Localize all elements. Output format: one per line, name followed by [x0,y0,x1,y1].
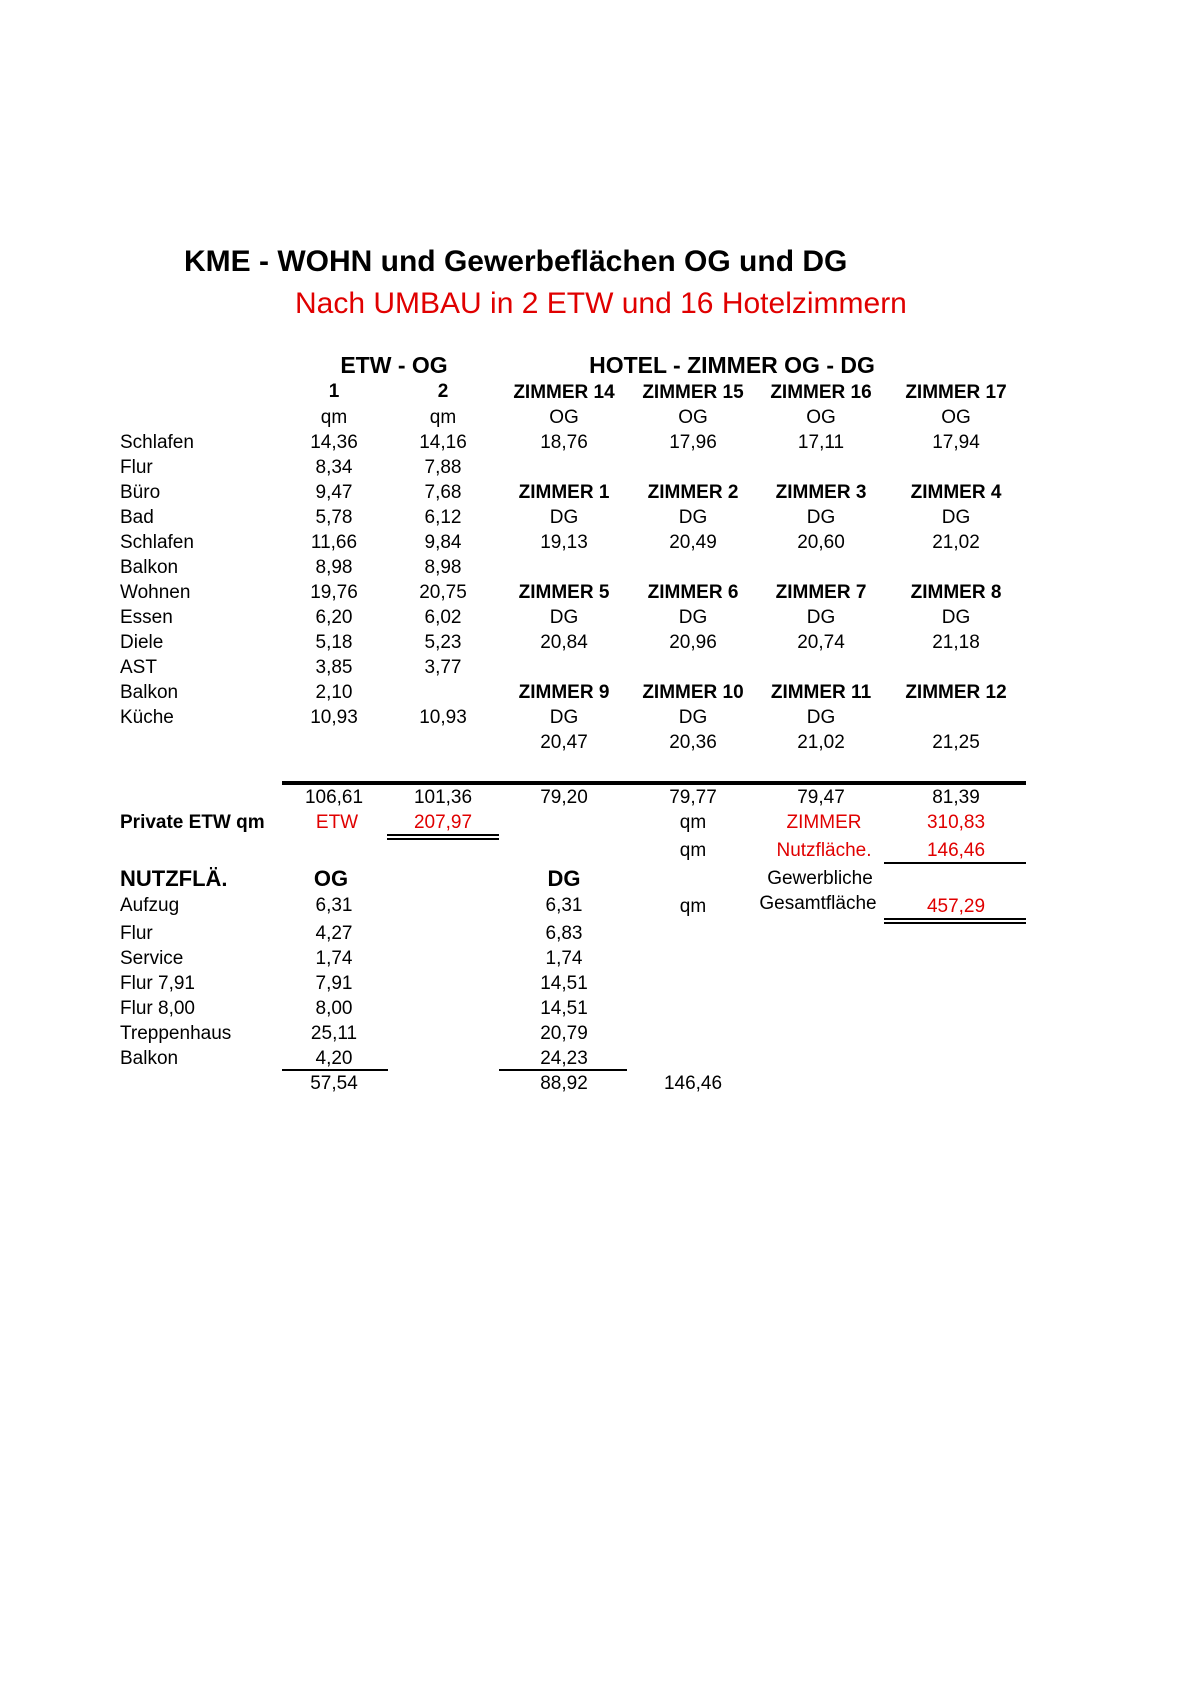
room-area: 18,76 [540,432,588,453]
nutz-row-og: 6,31 [315,895,353,916]
etw-heading: ETW - OG [340,352,448,378]
etw-row-value-1: 6,20 [315,607,353,628]
room-name: ZIMMER 9 [518,682,610,703]
nutz-og-heading: OG [313,866,349,891]
etw-row-label: Balkon [120,682,179,703]
room-floor: DG [806,507,836,528]
room-name: ZIMMER 3 [775,482,867,503]
room-area: 20,96 [669,632,717,653]
hotel-col-total: 79,77 [669,787,717,808]
nutz-row-og: 8,00 [315,998,353,1019]
etw2-total: 101,36 [413,787,473,808]
room-floor: DG [678,507,708,528]
nutz-dg-underline [499,1069,627,1071]
nutz-unit: qm [679,840,707,861]
nutz-row-dg: 24,23 [540,1048,588,1069]
nutz-row-label: Aufzug [120,895,180,916]
room-area: 20,74 [797,632,845,653]
etw-total-double-underline-bottom [387,838,499,840]
nutz-og-underline [282,1069,388,1071]
etw-label: ETW [315,812,359,833]
nutz-row-dg: 6,83 [545,923,583,944]
nutz-row-label: Balkon [120,1048,179,1069]
etw-row-value-2: 6,02 [424,607,462,628]
room-floor: OG [806,407,836,428]
room-name: ZIMMER 4 [910,482,1002,503]
nutz-row-label: Flur 7,91 [120,973,195,994]
nutz-row-og: 25,11 [310,1023,358,1044]
etw-row-value-2: 8,98 [424,557,462,578]
gewerb-label-line2: Gesamtfläche [759,893,877,914]
etw-row-label: Essen [120,607,173,628]
nutz-row-dg: 1,74 [545,948,583,969]
etw-row-label: Balkon [120,557,179,578]
etw-row-value-1: 14,36 [310,432,358,453]
room-area: 21,02 [797,732,845,753]
room-floor: DG [678,707,708,728]
etw-col2-unit: qm [429,407,457,428]
page-title: KME - WOHN und Gewerbeflächen OG und DG [184,245,848,278]
room-name: ZIMMER 7 [775,582,867,603]
etw-row-value-2: 6,12 [424,507,462,528]
etw1-total: 106,61 [304,787,364,808]
room-name: ZIMMER 11 [770,682,872,703]
room-name: ZIMMER 16 [770,382,872,403]
room-area: 17,96 [669,432,717,453]
etw-row-value-1: 10,93 [310,707,358,728]
room-floor: DG [678,607,708,628]
room-name: ZIMMER 6 [647,582,739,603]
room-floor: DG [549,607,579,628]
nutz-row-label: Service [120,948,184,969]
etw-col2-header: 2 [437,381,449,402]
room-area: 17,94 [932,432,980,453]
etw-row-value-1: 5,18 [315,632,353,653]
room-area: 20,49 [669,532,717,553]
nutz-total-underline [884,862,1026,864]
nutz-row-label: Flur [120,923,153,944]
nutz-row-og: 7,91 [315,973,353,994]
hotel-col-total: 81,39 [932,787,980,808]
room-name: ZIMMER 17 [905,382,1007,403]
gesamt-total: 457,29 [926,896,986,917]
etw-row-value-1: 5,78 [315,507,353,528]
etw-row-value-1: 11,66 [310,532,358,553]
nutz-row-label: Treppenhaus [120,1023,232,1044]
nutz-row-dg: 14,51 [540,973,588,994]
room-name: ZIMMER 14 [513,382,615,403]
zimmer-total: 310,83 [926,812,986,833]
etw-row-value-1: 3,85 [315,657,353,678]
etw-row-value-1: 8,98 [315,557,353,578]
zimmer-unit: qm [679,812,707,833]
gewerb-label-line1: Gewerbliche [767,868,873,889]
hotel-col-total: 79,20 [540,787,588,808]
nutz-dg-heading: DG [547,866,581,891]
room-area: 20,47 [540,732,588,753]
nutz-row-og: 4,20 [315,1048,353,1069]
etw-row-value-1: 2,10 [315,682,353,703]
room-name: ZIMMER 10 [642,682,744,703]
etw-row-label: Diele [120,632,164,653]
room-area: 17,11 [797,432,845,453]
etw-row-value-1: 9,47 [315,482,353,503]
nutz-og-total: 57,54 [310,1073,358,1094]
nutz-dg-total: 88,92 [540,1073,588,1094]
nutz-row-og: 1,74 [315,948,353,969]
etw-row-label: Küche [120,707,174,728]
etw-row-label: Schlafen [120,432,194,453]
room-area: 20,60 [797,532,845,553]
etw-row-value-1: 8,34 [315,457,353,478]
page-subtitle: Nach UMBAU in 2 ETW und 16 Hotelzimmern [295,287,907,320]
gesamt-double-underline-top [884,918,1026,920]
room-floor: DG [549,707,579,728]
etw-row-value-1: 19,76 [310,582,358,603]
room-floor: OG [941,407,971,428]
etw-row-value-2: 7,68 [424,482,462,503]
nutz-label: Nutzfläche. [776,840,872,861]
etw-row-label: Bad [120,507,154,528]
room-floor: OG [678,407,708,428]
hotel-heading: HOTEL - ZIMMER OG - DG [589,352,875,378]
etw-row-label: AST [120,657,157,678]
room-area: 20,84 [540,632,588,653]
nutz-sum-total: 146,46 [663,1073,723,1094]
etw-row-label: Wohnen [120,582,191,603]
etw-col1-unit: qm [320,407,348,428]
hotel-col-total: 79,47 [797,787,845,808]
etw-row-value-2: 14,16 [419,432,467,453]
room-name: ZIMMER 1 [518,482,610,503]
room-name: ZIMMER 12 [905,682,1007,703]
etw-col1-header: 1 [328,381,340,402]
room-area: 19,13 [540,532,588,553]
etw-row-label: Flur [120,457,153,478]
etw-row-value-2: 5,23 [424,632,462,653]
room-area: 21,18 [932,632,980,653]
etw-row-value-2: 10,93 [419,707,467,728]
etw-row-value-2: 7,88 [424,457,462,478]
room-name: ZIMMER 2 [647,482,739,503]
nutz-heading: NUTZFLÄ. [120,866,228,891]
room-name: ZIMMER 5 [518,582,610,603]
nutz-row-og: 4,27 [315,923,353,944]
room-area: 21,02 [932,532,980,553]
room-floor: DG [941,607,971,628]
room-floor: DG [806,707,836,728]
nutz-total: 146,46 [926,840,986,861]
etw-row-value-2: 20,75 [419,582,467,603]
room-name: ZIMMER 15 [642,382,744,403]
gesamt-double-underline-bottom [884,922,1026,924]
nutz-row-dg: 6,31 [545,895,583,916]
room-floor: DG [941,507,971,528]
nutz-row-dg: 14,51 [540,998,588,1019]
etw-total-double-underline-top [387,834,499,836]
totals-separator [282,781,1026,785]
room-floor: DG [549,507,579,528]
private-etw-label: Private ETW qm [120,812,265,833]
room-area: 21,25 [932,732,980,753]
etw-row-label: Schlafen [120,532,194,553]
etw-grand-total: 207,97 [413,812,473,833]
nutz-row-dg: 20,79 [540,1023,588,1044]
etw-row-value-2: 3,77 [424,657,462,678]
zimmer-label: ZIMMER [786,812,862,833]
room-name: ZIMMER 8 [910,582,1002,603]
nutz-row-label: Flur 8,00 [120,998,195,1019]
etw-row-value-2: 9,84 [424,532,462,553]
room-area: 20,36 [669,732,717,753]
room-floor: OG [549,407,579,428]
gesamt-unit: qm [679,896,707,917]
room-floor: DG [806,607,836,628]
etw-row-label: Büro [120,482,161,503]
